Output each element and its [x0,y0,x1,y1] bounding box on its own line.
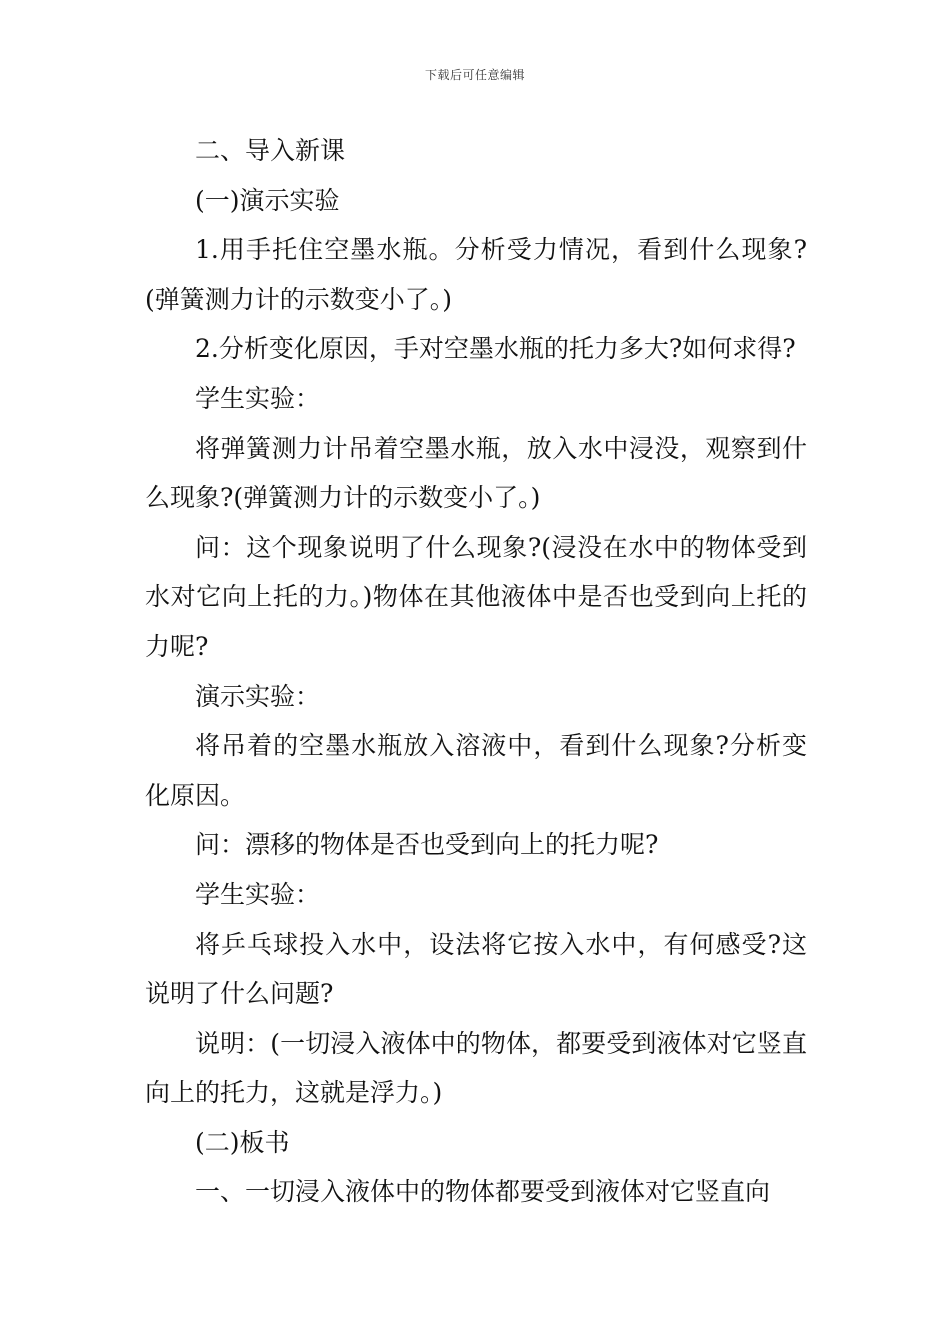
paragraph-student-experiment-1: 将弹簧测力计吊着空墨水瓶，放入水中浸没，观察到什么现象?(弹簧测力计的示数变小了。) [145,433,807,513]
paragraph-subheading-board: (二)板书 [195,1127,290,1157]
paragraph-ping-pong: 将乒乓球投入水中，设法将它按入水中，有何感受?这说明了什么问题? [145,929,807,1009]
paragraph-subheading-demo: (一)演示实验 [195,185,340,215]
paragraph-explanation: 说明：(一切浸入液体中的物体，都要受到液体对它竖直向上的托力，这就是浮力。) [145,1028,807,1108]
paragraph-question-2: 问：漂移的物体是否也受到向上的托力呢? [195,830,659,860]
paragraph-student-experiment-label-2: 学生实验： [195,879,321,909]
paragraph-step-2: 2.分析变化原因，手对空墨水瓶的托力多大?如何求得? [195,334,796,364]
paragraph-demo-solution: 将吊着的空墨水瓶放入溶液中，看到什么现象?分析变化原因。 [145,731,807,810]
paragraph-student-experiment-label: 学生实验： [195,383,321,413]
paragraph-heading-intro: 二、导入新课 [195,136,346,165]
paragraph-question-1: 问：这个现象说明了什么现象?(浸没在水中的物体受到水对它向上托的力。)物体在其他液体中是否也受到向上托的力呢? [145,532,807,661]
paragraph-board-point-1: 一、一切浸入液体中的物体都要受到液体对它竖直向 [195,1177,771,1207]
document-body [145,126,807,1217]
page-header: 下载后可任意编辑 [424,68,525,82]
paragraph-step-1: 1.用手托住空墨水瓶。分析受力情况，看到什么现象?(弹簧测力计的示数变小了。) [145,235,807,314]
paragraph-demo-label: 演示实验： [195,681,321,711]
